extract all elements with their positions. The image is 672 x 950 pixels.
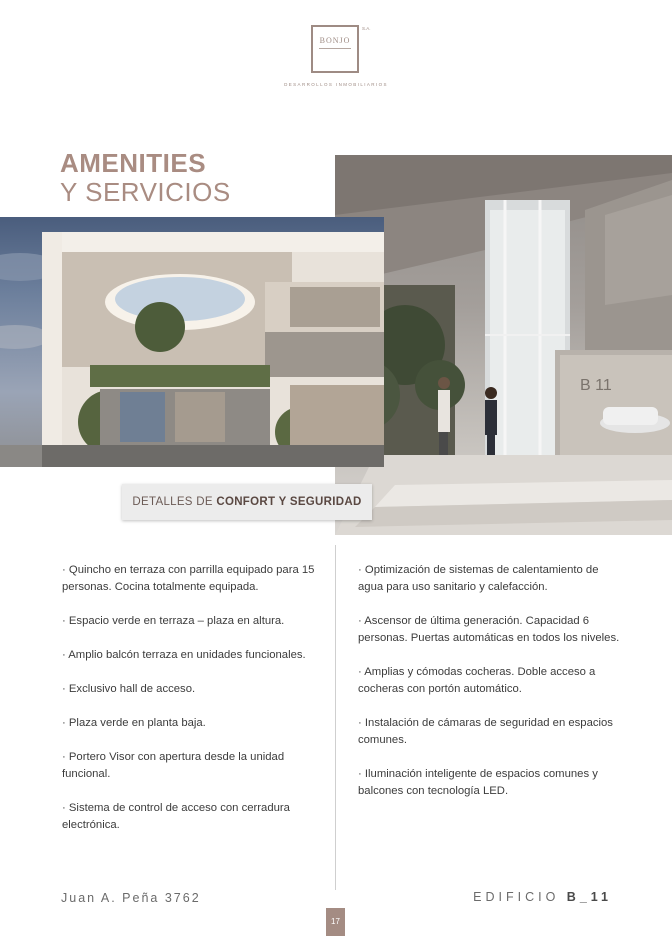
list-item: · Sistema de control de acceso con cerradura electrónica. (62, 802, 290, 831)
list-item: · Exclusivo hall de acceso. (62, 683, 196, 695)
list-item: · Plaza verde en planta baja. (62, 717, 206, 729)
list-item: · Amplio balcón terraza en unidades funcionales. (62, 649, 306, 661)
list-item: · Portero Visor con apertura desde la unidad funcional. (62, 751, 285, 780)
footer-building (473, 890, 612, 904)
list-item: · Ascensor de última generación. Capacidad 6 personas. Puertas automáticas en todos los niveles. (358, 615, 620, 644)
logo-name: BONJO (319, 36, 351, 45)
amenities-list-left (62, 562, 324, 851)
building-prefix: EDIFICIO (473, 890, 560, 904)
logo-suffix: S.A. (362, 26, 371, 31)
logo-underline (319, 48, 351, 49)
building-sign: B 11 (580, 377, 612, 394)
footer-address: Juan A. Peña 3762 (61, 891, 201, 905)
list-item: · Amplias y cómodas cocheras. Doble acceso a cocheras con portón automático. (358, 666, 596, 695)
terrace-render-illustration (0, 217, 384, 467)
amenities-list-right (358, 562, 620, 817)
lobby-render-image (335, 155, 672, 535)
list-item: · Optimización de sistemas de calentamiento de agua para uso sanitario y calefacción. (358, 564, 599, 593)
page-number: 17 (326, 908, 345, 936)
confort-seguridad-label (122, 484, 372, 520)
list-item: · Iluminación inteligente de espacios comunes y balcones con tecnología LED. (358, 768, 598, 797)
lobby-render-illustration (335, 155, 672, 535)
logo-subtitle: DESARROLLOS INMOBILIARIOS (284, 82, 388, 87)
list-item: · Instalación de cámaras de seguridad en espacios comunes. (358, 717, 613, 746)
logo-frame (311, 25, 359, 73)
terrace-render-image (0, 217, 384, 467)
list-item: · Espacio verde en terraza – plaza en altura. (62, 615, 285, 627)
brand-logo (0, 20, 672, 90)
confort-prefix: DETALLES DE (132, 496, 213, 508)
list-item: · Quincho en terraza con parrilla equipado para 15 personas. Cocina totalmente equipada. (62, 564, 315, 593)
building-code: B_11 (566, 890, 612, 904)
page-title-line-2: Y SERVICIOS (60, 177, 231, 207)
confort-bold: CONFORT Y SEGURIDAD (216, 496, 362, 508)
column-divider (335, 545, 336, 890)
page-title-line-1: AMENITIES (60, 148, 207, 178)
